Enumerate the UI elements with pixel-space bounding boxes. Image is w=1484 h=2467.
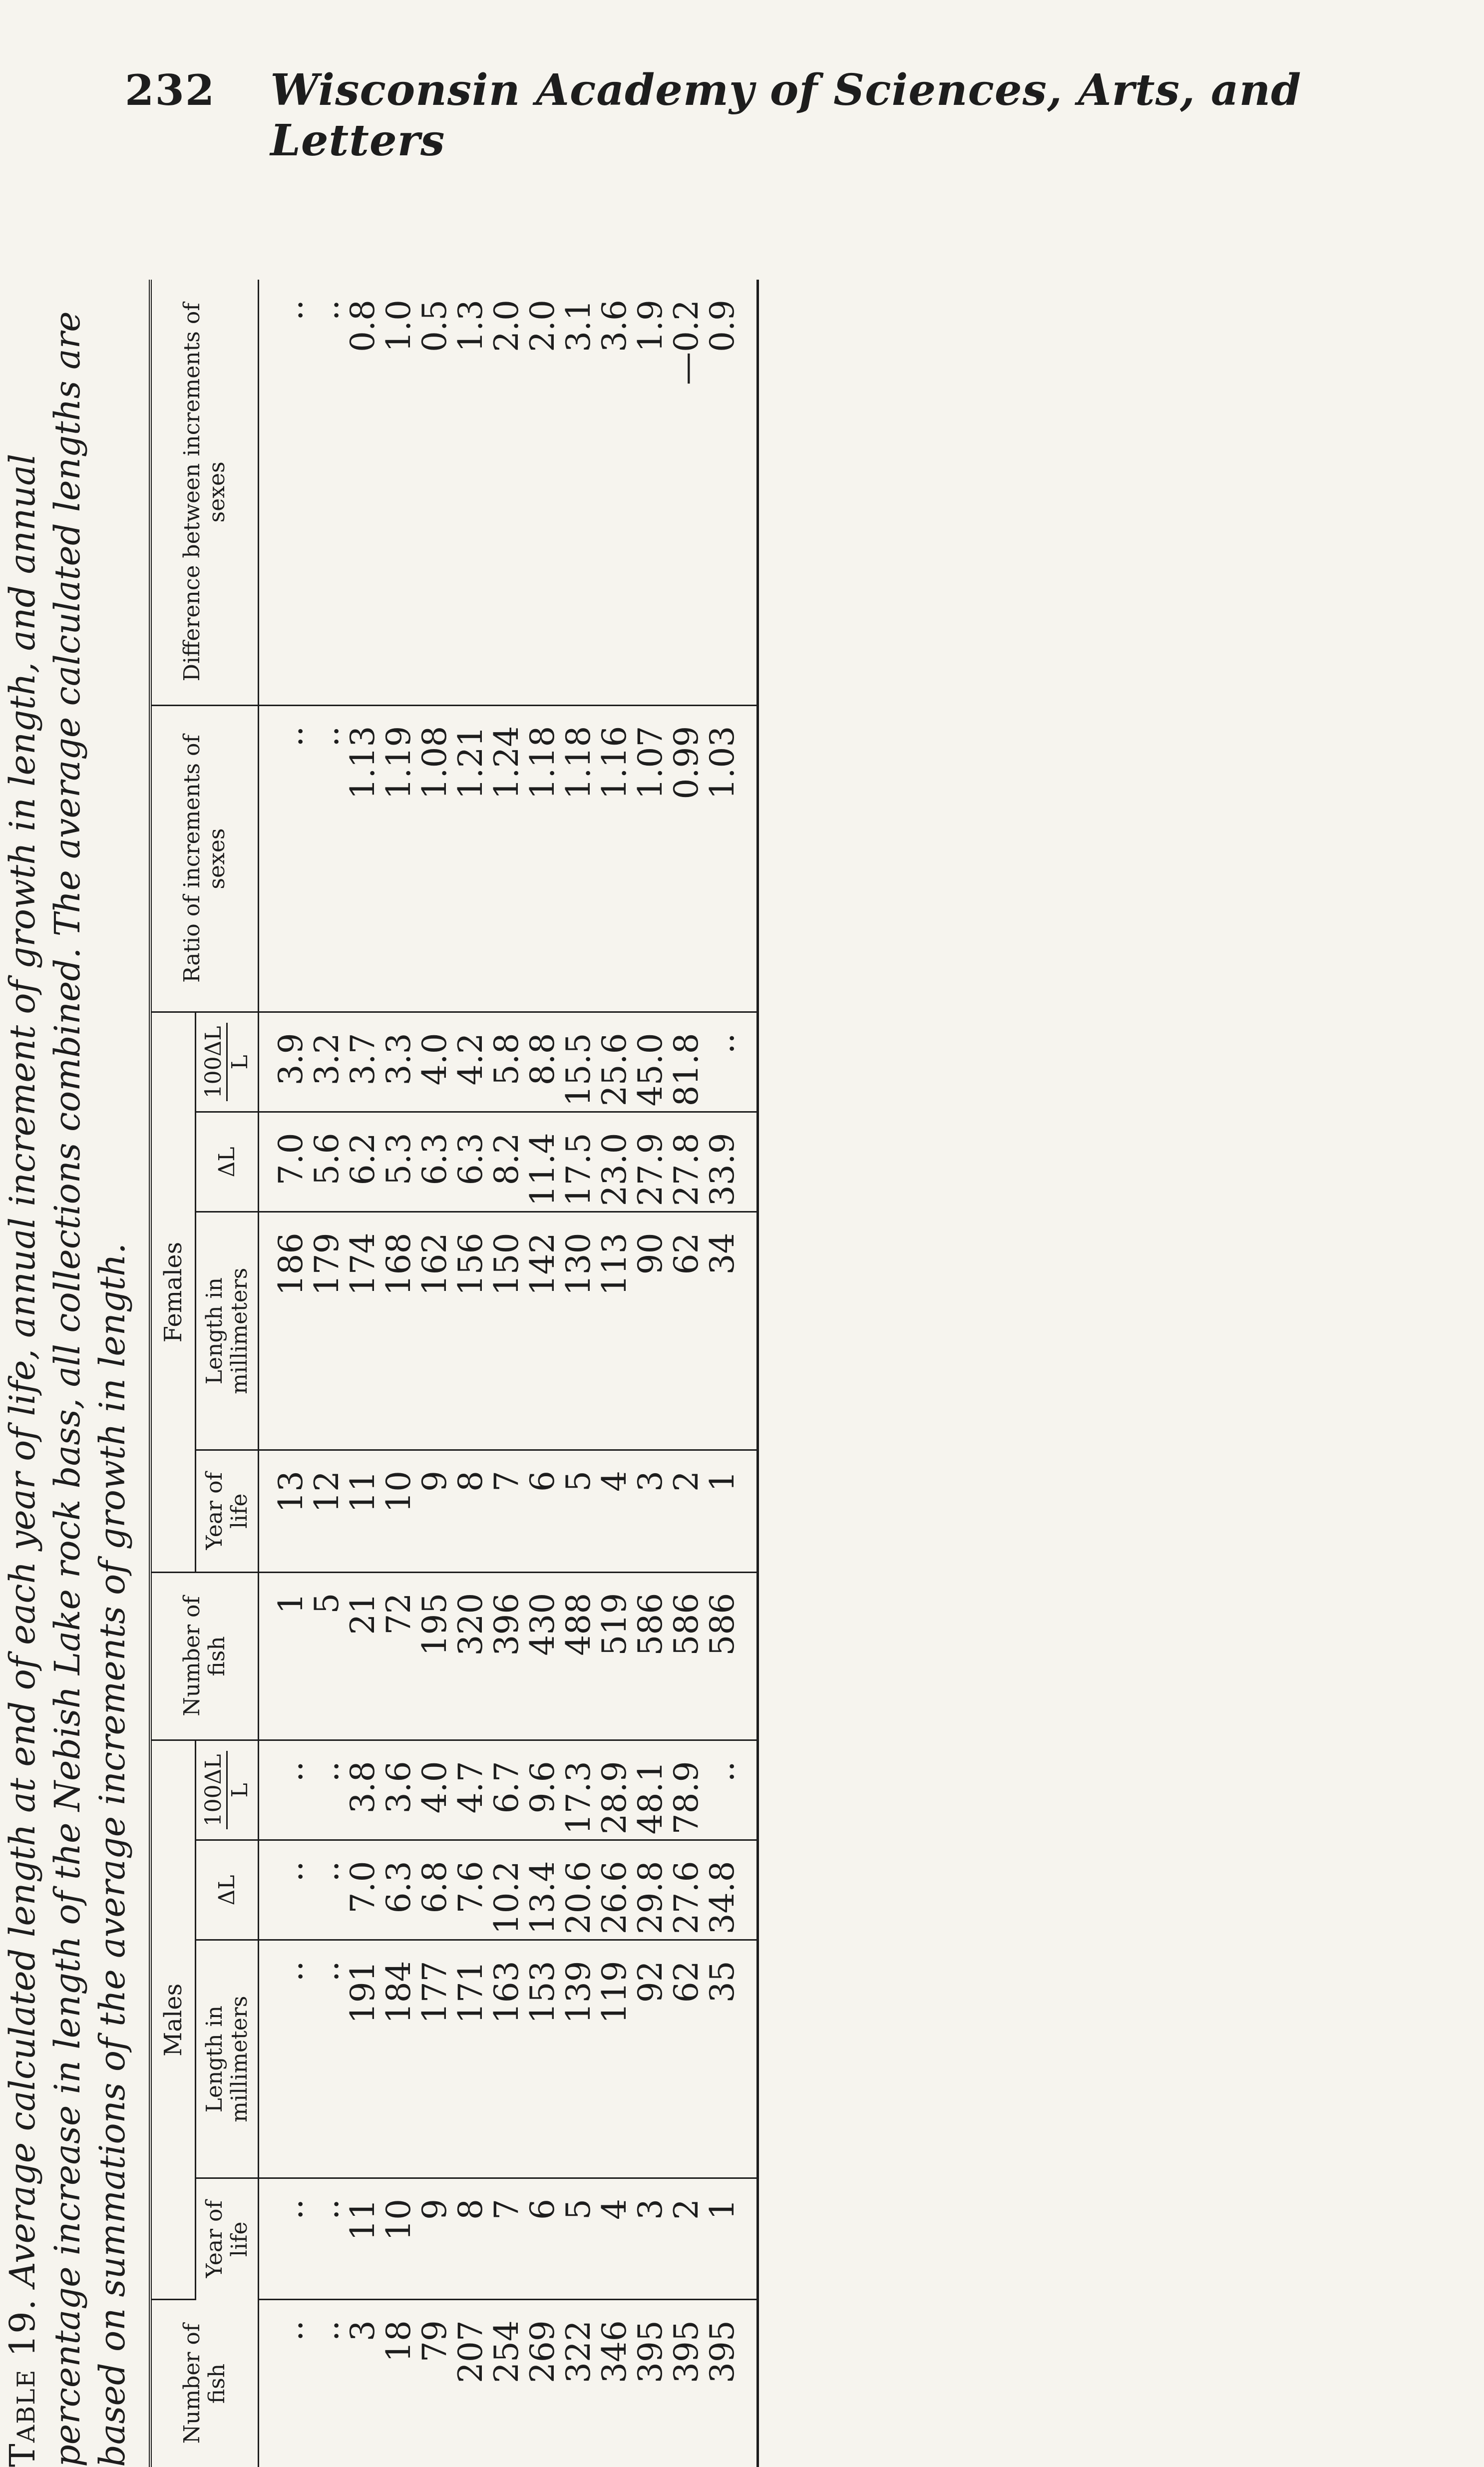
header-difference: Difference between increments of sexes — [150, 280, 259, 705]
cell-female-number-of-fish: 396 — [489, 1572, 525, 1740]
cell-male-year: 5 — [561, 2178, 597, 2299]
cell-male-delta-l: 7.6 — [453, 1840, 489, 1940]
cell-ratio: .. — [259, 705, 310, 1012]
cell-difference: 3.6 — [597, 280, 633, 705]
cell-female-year: 11 — [345, 1450, 381, 1572]
cell-female-year: 6 — [525, 1450, 561, 1572]
cell-female-year: 1 — [705, 1450, 758, 1572]
cell-difference: 1.9 — [633, 280, 669, 705]
cell-female-number-of-fish: 1 — [259, 1572, 310, 1740]
header-male-delta-l: ΔL — [196, 1840, 259, 1940]
cell-female-delta-l: 6.3 — [453, 1112, 489, 1212]
cell-ratio: 1.18 — [561, 705, 597, 1012]
cell-female-number-of-fish: 21 — [345, 1572, 381, 1740]
running-title: Wisconsin Academy of Sciences, Arts, and Letters — [270, 65, 1302, 166]
header-male-number-of-fish: Number of fish — [150, 2300, 259, 2467]
cell-female-delta-l: 8.2 — [489, 1112, 525, 1212]
cell-male-length: 35 — [705, 1940, 758, 2178]
cell-female-pct: 4.0 — [417, 1012, 453, 1112]
cell-female-length: 150 — [489, 1212, 525, 1450]
cell-ratio: 1.16 — [597, 705, 633, 1012]
cell-male-pct: 4.0 — [417, 1740, 453, 1840]
cell-female-number-of-fish: 586 — [705, 1572, 758, 1740]
header-female-length: Length in millimeters — [196, 1212, 259, 1450]
table-row — [489, 280, 525, 2467]
header-ratio: Ratio of increments of sexes — [150, 705, 259, 1012]
cell-male-number-of-fish: 322 — [559, 2320, 598, 2384]
cell-female-number-of-fish: 5 — [309, 1572, 345, 1740]
cell-male-year: 2 — [669, 2178, 705, 2299]
cell-male-pct: 48.1 — [633, 1740, 669, 1840]
cell-male-delta-l: .. — [309, 1840, 345, 1940]
cell-difference: 2.0 — [489, 280, 525, 705]
cell-male-delta-l: 26.6 — [597, 1840, 633, 1940]
cell-ratio: 1.07 — [633, 705, 669, 1012]
cell-male-pct: 6.7 — [489, 1740, 525, 1840]
cell-female-pct: 3.3 — [381, 1012, 417, 1112]
header-group-females: Females — [150, 1012, 196, 1572]
cell-male-delta-l: 13.4 — [525, 1840, 561, 1940]
cell-female-delta-l: 27.8 — [669, 1112, 705, 1212]
cell-female-year: 3 — [633, 1450, 669, 1572]
cell-female-year: 2 — [669, 1450, 705, 1572]
cell-female-pct: 3.2 — [309, 1012, 345, 1112]
cell-male-year: 10 — [381, 2178, 417, 2299]
cell-ratio: 1.13 — [345, 705, 381, 1012]
growth-table — [149, 280, 759, 2467]
cell-ratio: 1.21 — [453, 705, 489, 1012]
cell-female-delta-l: 11.4 — [525, 1112, 561, 1212]
cell-female-delta-l: 17.5 — [561, 1112, 597, 1212]
cell-difference: 3.1 — [561, 280, 597, 705]
cell-female-pct: 3.9 — [259, 1012, 310, 1112]
cell-female-pct: .. — [705, 1012, 758, 1112]
cell-male-year: 1 — [705, 2178, 758, 2299]
cell-female-length: 130 — [561, 1212, 597, 1450]
table-row — [345, 280, 381, 2467]
cell-difference: 1.0 — [381, 280, 417, 705]
cell-male-year: 9 — [417, 2178, 453, 2299]
cell-male-year: 4 — [597, 2178, 633, 2299]
page-number: 232 — [125, 65, 216, 115]
cell-male-number-of-fish: 395 — [667, 2320, 706, 2384]
cell-female-number-of-fish: 72 — [381, 1572, 417, 1740]
table-row — [561, 280, 597, 2467]
cell-male-number-of-fish: 254 — [487, 2320, 526, 2384]
header-female-number-of-fish: Number of fish — [150, 1572, 259, 1740]
cell-male-number-of-fish: 395 — [631, 2320, 670, 2384]
table-caption-lead: Table 19. — [2, 2298, 43, 2467]
cell-ratio: .. — [309, 705, 345, 1012]
cell-male-year: 11 — [345, 2178, 381, 2299]
cell-male-pct: 4.7 — [453, 1740, 489, 1840]
cell-female-length: 186 — [259, 1212, 310, 1450]
fraction — [201, 1023, 253, 1101]
cell-male-number-of-fish: .. — [308, 2320, 346, 2342]
table-row — [705, 280, 758, 2467]
table-caption-text: Average calculated length at end of each year of life, annual increment of growth in length, and annual percentage increase in length of the Nebish Lake rock bass, all collections combined. The average calculated lengths are based on summations of the average increments of growth in length. — [2, 311, 133, 2467]
header-female-delta-l: ΔL — [196, 1112, 259, 1212]
table-row — [453, 280, 489, 2467]
cell-female-delta-l: 6.2 — [345, 1112, 381, 1212]
cell-male-pct: 3.8 — [345, 1740, 381, 1840]
table-row — [381, 280, 417, 2467]
cell-female-length: 34 — [705, 1212, 758, 1450]
cell-female-length: 142 — [525, 1212, 561, 1450]
cell-male-number-of-fish: .. — [272, 2320, 310, 2342]
cell-female-delta-l: 5.6 — [309, 1112, 345, 1212]
cell-male-length: .. — [309, 1940, 345, 2178]
cell-male-number-of-fish: 3 — [344, 2320, 382, 2342]
cell-female-length: 90 — [633, 1212, 669, 1450]
cell-female-length: 168 — [381, 1212, 417, 1450]
cell-male-delta-l: 29.8 — [633, 1840, 669, 1940]
cell-ratio: 1.03 — [705, 705, 758, 1012]
cell-female-length: 174 — [345, 1212, 381, 1450]
table-body — [259, 280, 758, 2467]
cell-female-year: 4 — [597, 1450, 633, 1572]
cell-difference: 0.8 — [345, 280, 381, 705]
header-group-males: Males — [150, 1740, 196, 2300]
cell-female-delta-l: 5.3 — [381, 1112, 417, 1212]
cell-female-year: 7 — [489, 1450, 525, 1572]
cell-male-length: .. — [259, 1940, 310, 2178]
cell-female-number-of-fish: 586 — [669, 1572, 705, 1740]
cell-male-year: 6 — [525, 2178, 561, 2299]
cell-difference: 0.5 — [417, 280, 453, 705]
cell-female-delta-l: 6.3 — [417, 1112, 453, 1212]
cell-female-pct: 8.8 — [525, 1012, 561, 1112]
cell-female-number-of-fish: 519 — [597, 1572, 633, 1740]
cell-male-length: 177 — [417, 1940, 453, 2178]
table-row — [259, 280, 310, 2467]
cell-female-year: 9 — [417, 1450, 453, 1572]
header-female-pct — [196, 1012, 259, 1112]
cell-male-pct: 78.9 — [669, 1740, 705, 1840]
cell-female-delta-l: 33.9 — [705, 1112, 758, 1212]
cell-male-delta-l: 27.6 — [669, 1840, 705, 1940]
cell-ratio: 1.24 — [489, 705, 525, 1012]
cell-female-number-of-fish: 195 — [417, 1572, 453, 1740]
cell-female-pct: 81.8 — [669, 1012, 705, 1112]
cell-ratio: 1.08 — [417, 705, 453, 1012]
cell-difference: 2.0 — [525, 280, 561, 705]
cell-male-year: .. — [309, 2178, 345, 2299]
cell-male-year: 3 — [633, 2178, 669, 2299]
cell-male-number-of-fish: 18 — [379, 2320, 418, 2363]
cell-difference: 1.3 — [453, 280, 489, 705]
fraction-numerator: 100ΔL — [201, 1023, 228, 1101]
cell-male-delta-l: 6.3 — [381, 1840, 417, 1940]
cell-male-pct: .. — [259, 1740, 310, 1840]
cell-difference: .. — [309, 280, 345, 705]
cell-male-delta-l: .. — [259, 1840, 310, 1940]
cell-female-number-of-fish: 586 — [633, 1572, 669, 1740]
table-row — [309, 280, 345, 2467]
header-male-length: Length in millimeters — [196, 1940, 259, 2178]
cell-female-year: 13 — [259, 1450, 310, 1572]
cell-female-pct: 25.6 — [597, 1012, 633, 1112]
cell-female-year: 10 — [381, 1450, 417, 1572]
cell-female-pct: 3.7 — [345, 1012, 381, 1112]
cell-male-number-of-fish: 207 — [451, 2320, 490, 2384]
cell-male-delta-l: 7.0 — [345, 1840, 381, 1940]
cell-female-number-of-fish: 320 — [453, 1572, 489, 1740]
cell-female-year: 12 — [309, 1450, 345, 1572]
cell-male-pct: 17.3 — [561, 1740, 597, 1840]
fraction — [201, 1751, 253, 1829]
cell-female-pct: 15.5 — [561, 1012, 597, 1112]
cell-male-length: 163 — [489, 1940, 525, 2178]
cell-male-length: 92 — [633, 1940, 669, 2178]
cell-male-number-of-fish: 79 — [415, 2320, 454, 2363]
cell-male-pct: 3.6 — [381, 1740, 417, 1840]
cell-male-number-of-fish: 395 — [703, 2320, 742, 2384]
cell-difference: .. — [259, 280, 310, 705]
table-row — [669, 280, 705, 2467]
cell-male-year: 7 — [489, 2178, 525, 2299]
cell-male-length: 62 — [669, 1940, 705, 2178]
fraction-denominator: L — [227, 1055, 253, 1070]
cell-female-length: 179 — [309, 1212, 345, 1450]
cell-male-pct: .. — [705, 1740, 758, 1840]
table-row — [597, 280, 633, 2467]
cell-difference: 0.9 — [705, 280, 758, 705]
cell-female-year: 5 — [561, 1450, 597, 1572]
cell-female-delta-l: 7.0 — [259, 1112, 310, 1212]
cell-female-year: 8 — [453, 1450, 489, 1572]
cell-female-number-of-fish: 488 — [561, 1572, 597, 1740]
cell-male-pct: 28.9 — [597, 1740, 633, 1840]
cell-male-pct: .. — [309, 1740, 345, 1840]
cell-male-length: 153 — [525, 1940, 561, 2178]
header-male-year: Year of life — [196, 2178, 259, 2299]
cell-male-length: 184 — [381, 1940, 417, 2178]
cell-male-number-of-fish: 346 — [595, 2320, 634, 2384]
cell-female-number-of-fish: 430 — [525, 1572, 561, 1740]
fraction-numerator: 100ΔL — [201, 1751, 228, 1829]
cell-male-length: 191 — [345, 1940, 381, 2178]
table-row — [633, 280, 669, 2467]
cell-male-length: 171 — [453, 1940, 489, 2178]
page-header — [125, 65, 1348, 166]
cell-male-pct: 9.6 — [525, 1740, 561, 1840]
cell-male-year: .. — [259, 2178, 310, 2299]
cell-male-year: 8 — [453, 2178, 489, 2299]
cell-female-delta-l: 23.0 — [597, 1112, 633, 1212]
cell-female-length: 113 — [597, 1212, 633, 1450]
cell-ratio: 1.18 — [525, 705, 561, 1012]
table-caption — [0, 280, 135, 2467]
cell-female-length: 162 — [417, 1212, 453, 1450]
header-male-pct — [196, 1740, 259, 1840]
cell-male-delta-l: 34.8 — [705, 1840, 758, 1940]
cell-difference: —0.2 — [669, 280, 705, 705]
table-row — [525, 280, 561, 2467]
cell-male-delta-l: 6.8 — [417, 1840, 453, 1940]
cell-male-delta-l: 10.2 — [489, 1840, 525, 1940]
cell-female-pct: 5.8 — [489, 1012, 525, 1112]
cell-female-pct: 45.0 — [633, 1012, 669, 1112]
rotated-table-block — [0, 260, 1153, 2467]
cell-ratio: 0.99 — [669, 705, 705, 1012]
cell-male-delta-l: 20.6 — [561, 1840, 597, 1940]
cell-ratio: 1.19 — [381, 705, 417, 1012]
cell-male-number-of-fish: 269 — [523, 2320, 562, 2384]
cell-female-length: 62 — [669, 1212, 705, 1450]
cell-female-delta-l: 27.9 — [633, 1112, 669, 1212]
cell-female-pct: 4.2 — [453, 1012, 489, 1112]
cell-male-length: 119 — [597, 1940, 633, 2178]
table-row — [417, 280, 453, 2467]
cell-male-length: 139 — [561, 1940, 597, 2178]
fraction-denominator: L — [227, 1783, 253, 1798]
header-female-year: Year of life — [196, 1450, 259, 1572]
cell-female-length: 156 — [453, 1212, 489, 1450]
